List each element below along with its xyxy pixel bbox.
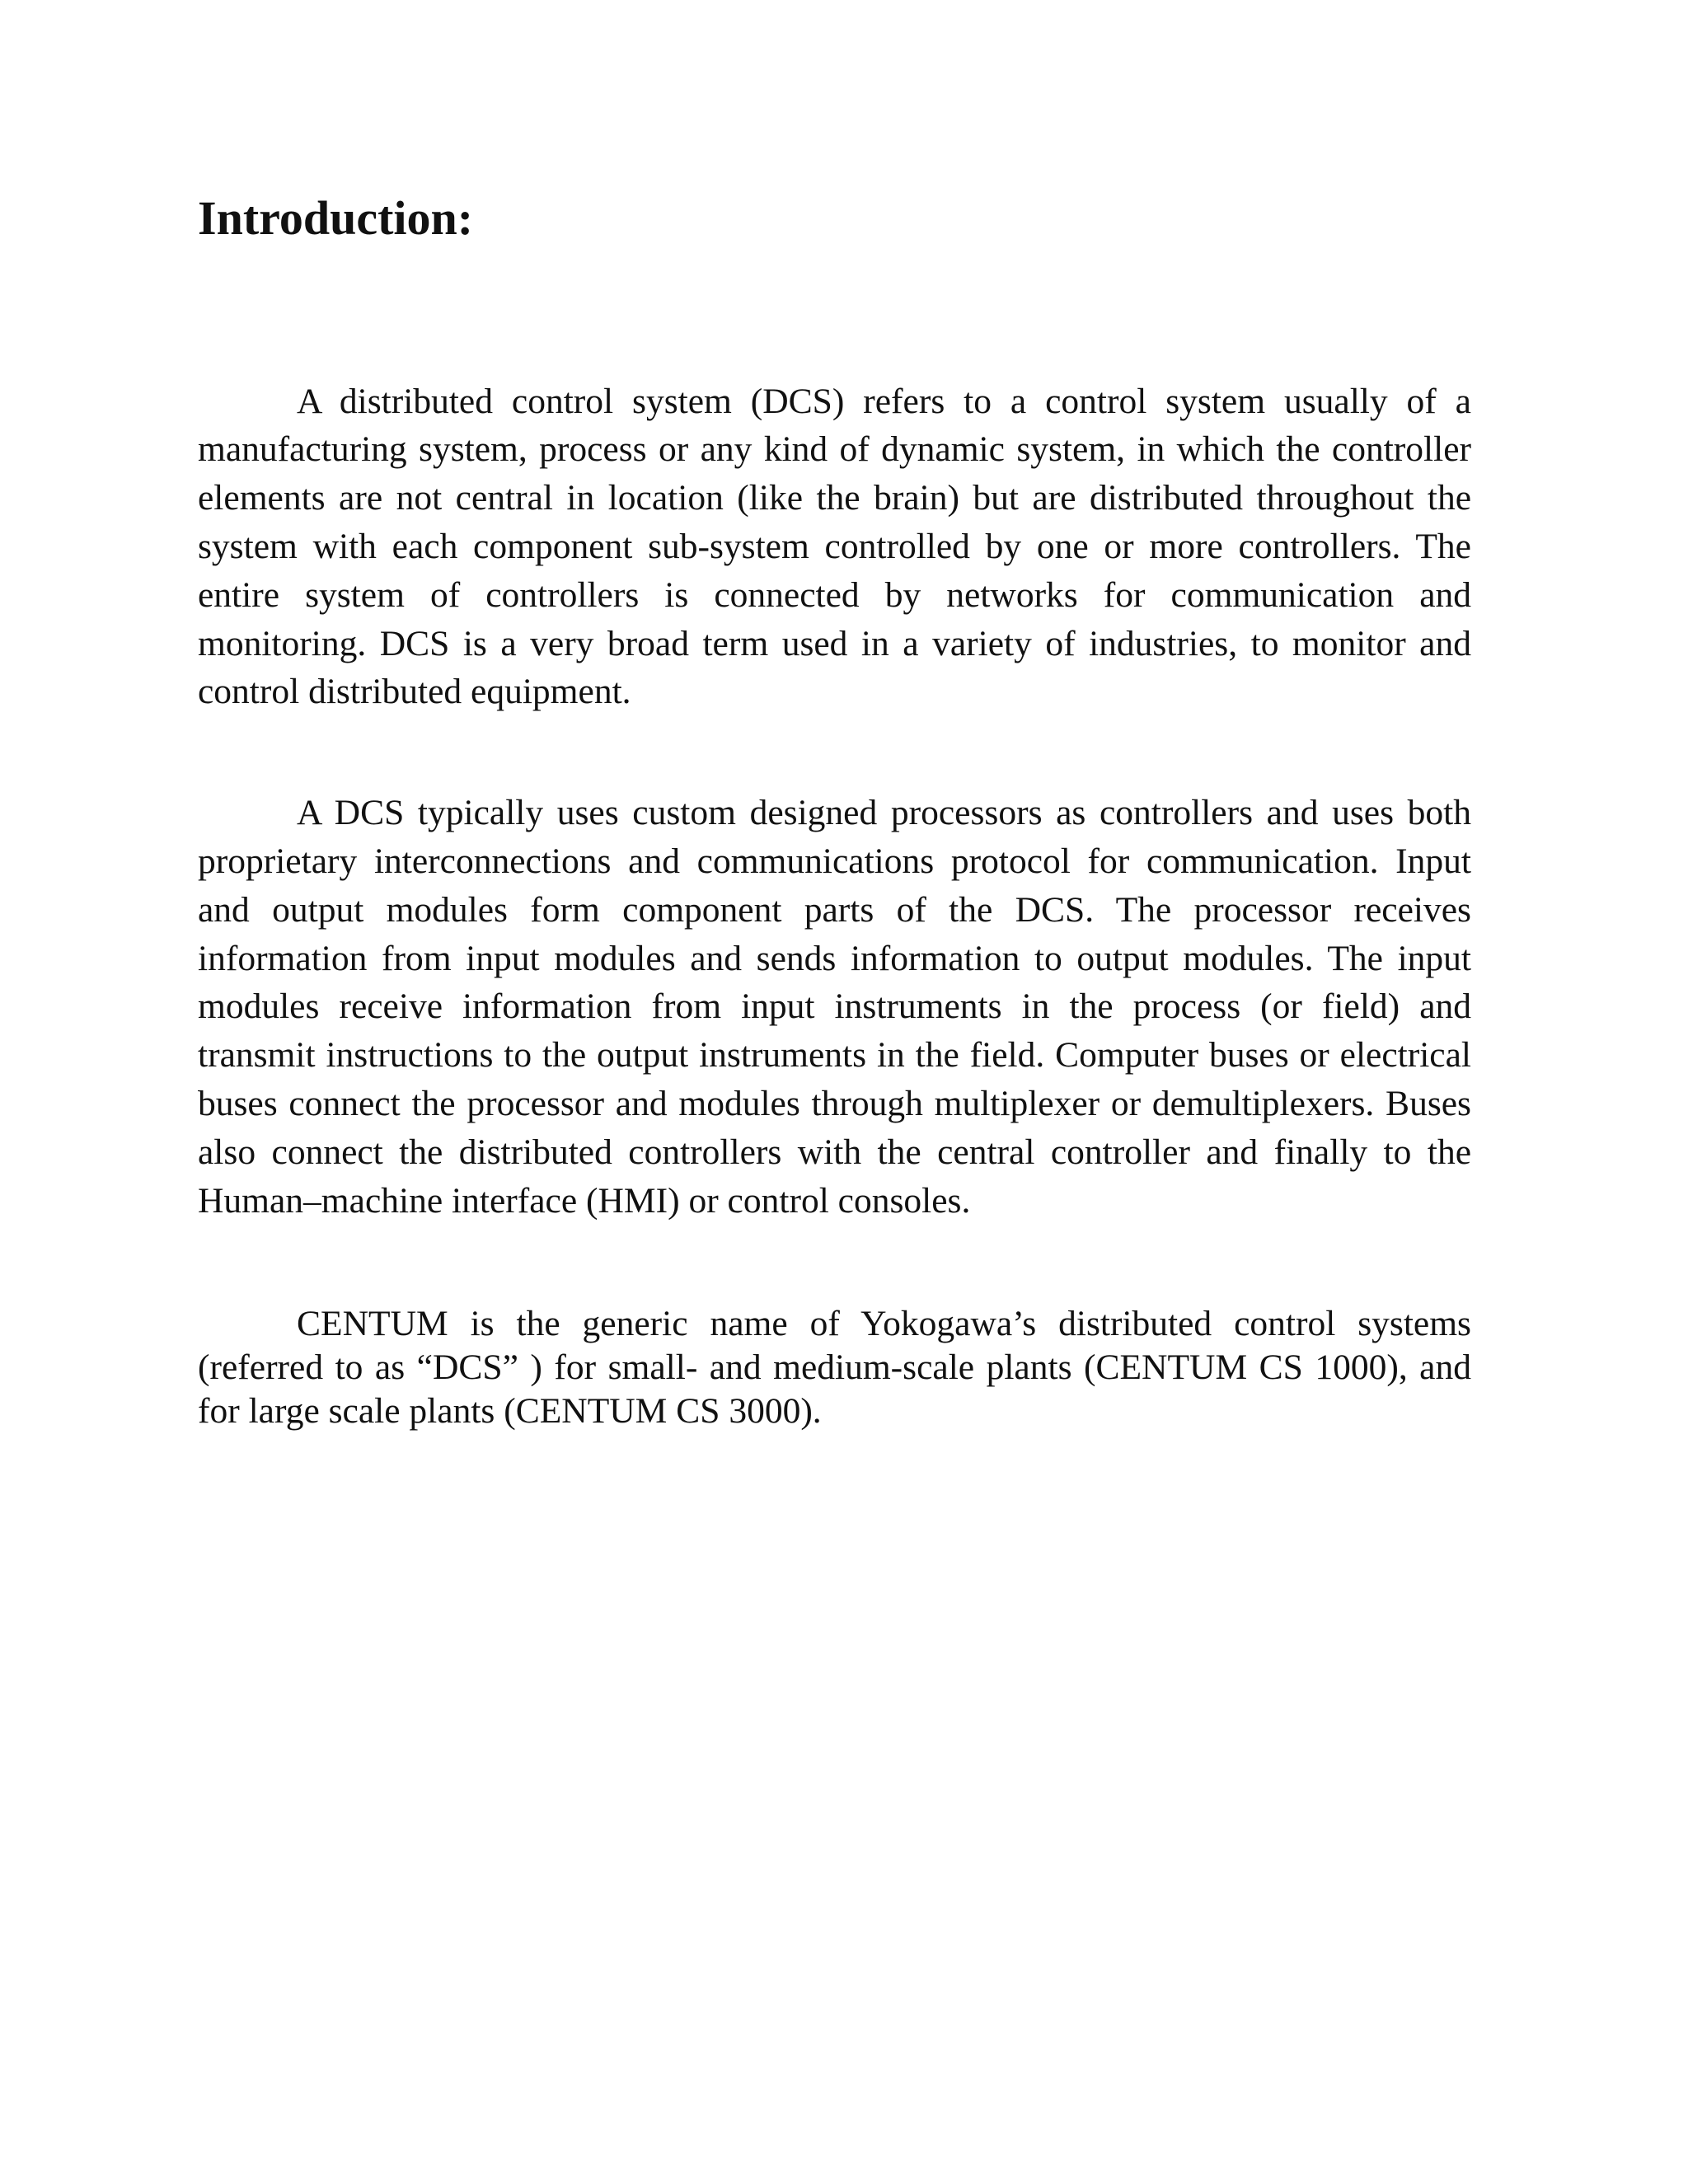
section-heading: Introduction:	[198, 191, 474, 245]
page-content	[198, 190, 1471, 1433]
paragraph-centum: CENTUM is the generic name of Yokogawa’s distributed control systems (referred to as “DCS” ) for small- and medium-scale plants (CENTUM CS 1000), and for large scale plants (CENTUM CS 3000).	[198, 1304, 1471, 1432]
paragraph-dcs-architecture: A DCS typically uses custom designed processors as controllers and uses both proprietary interconnections and communications protocol for communication. Input and output modules form component parts of the DCS. The processor receives information from input modules and sends information to output modules. The input modules receive information from input instruments in the process (or field) and transmit instructions to the output instruments in the field. Computer buses or electrical buses connect the processor and modules through multiplexer or demultiplexers. Buses also connect the distributed controllers with the central controller and finally to the Human–machine interface (HMI) or control consoles.	[198, 793, 1471, 1221]
paragraph-dcs-definition: A distributed control system (DCS) refers to a control system usually of a manufacturing system, process or any kind of dynamic system, in which the controller elements are not central in location (like the brain) but are distributed throughout the system with each component sub-system controlled by one or more controllers. The entire system of controllers is connected by networks for communication and monitoring. DCS is a very broad term used in a variety of industries, to monitor and control distributed equipment.	[198, 381, 1471, 712]
